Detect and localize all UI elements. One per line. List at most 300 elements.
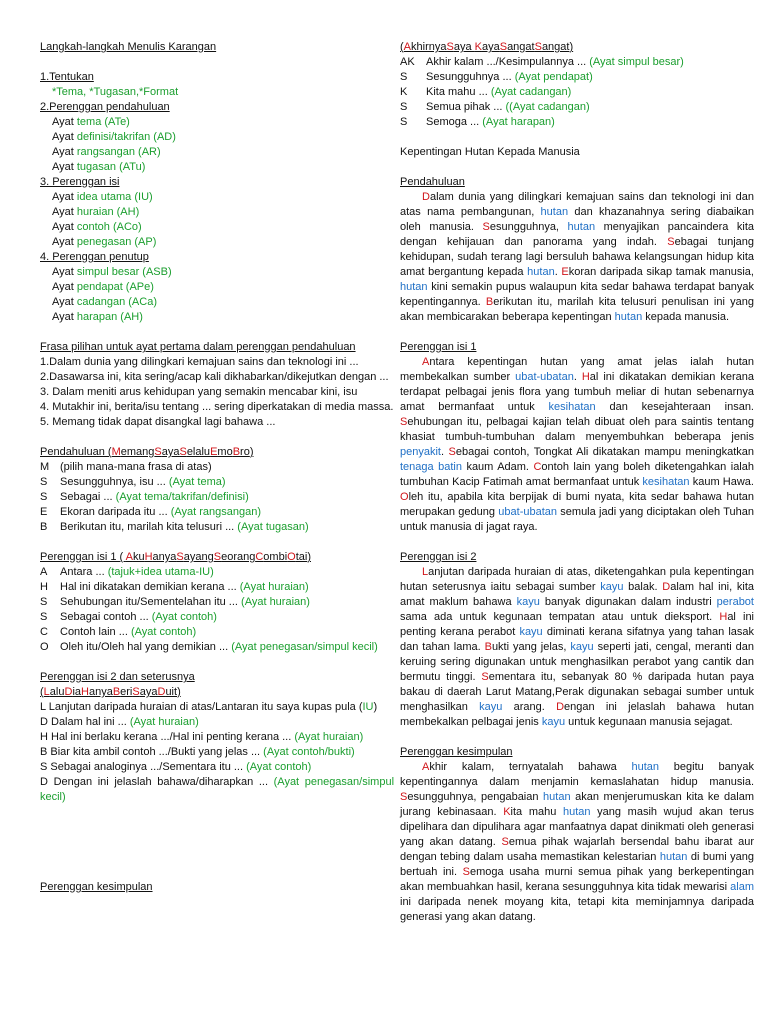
akhir-line xyxy=(400,85,754,100)
mnemonic-letter: S xyxy=(132,686,140,698)
body-text: dan khazanahnya sering diabaikan oleh manusia. xyxy=(400,206,755,233)
body-text: menyajikan pancaindera kita dengan kehijauan dan panorama yang indah. xyxy=(400,221,755,248)
pendahuluan-heading xyxy=(40,445,394,460)
step3-item xyxy=(52,190,394,205)
ayat-type: rangsangan (AR) xyxy=(76,146,161,158)
mnemonic-text: alu xyxy=(49,686,65,698)
ayat-label: Ayat xyxy=(52,296,77,308)
akhir-line xyxy=(400,55,754,70)
sentence-initial: A xyxy=(422,761,430,773)
pendahuluan-line xyxy=(40,505,394,520)
ayat-type: harapan (AH) xyxy=(76,311,143,323)
body-text: ontoh lain yang boleh diketengahkan ialah tumbuhan Kacip Fatimah amat bermanfaat untuk xyxy=(400,461,754,488)
ayat-label: Ayat xyxy=(52,146,77,158)
line-text: Sesungguhnya ... xyxy=(426,71,515,83)
akhir-line xyxy=(400,70,754,85)
body-text: kaum Hawa. xyxy=(689,476,754,488)
ayat-label: Ayat xyxy=(52,236,77,248)
ayat-type: (Ayat huraian) xyxy=(239,581,309,593)
mnemonic-text: angat xyxy=(541,41,570,53)
line-text: Hal ini dikatakan demikian kerana ... xyxy=(60,581,240,593)
mnemonic-text: ) xyxy=(569,41,574,53)
isi2-line xyxy=(40,730,394,745)
isi2-mnemonic xyxy=(40,685,394,700)
sentence-initial: S xyxy=(448,446,456,458)
sentence-initial: A xyxy=(422,356,430,368)
sentence-initial: O xyxy=(400,491,409,503)
sentence-initial: S xyxy=(462,866,471,878)
ayat-type: IU xyxy=(362,701,374,713)
body-text: ukti yang jelas, xyxy=(491,641,571,653)
ayat-type: tugasan (ATu) xyxy=(76,161,146,173)
right-column xyxy=(400,0,754,925)
mnemonic-letter: D xyxy=(157,686,166,698)
mnemonic-letter: S xyxy=(154,446,162,458)
frasa-list xyxy=(40,355,394,430)
line-text: Akhir kalam .../Kesimpulannya ... xyxy=(426,56,590,68)
sentence-initial: H xyxy=(581,371,590,383)
keyword: kayu xyxy=(516,596,540,608)
ayat-type: cadangan (ACa) xyxy=(76,296,157,308)
body-text: . xyxy=(440,446,449,458)
ayat-type: idea utama (IU) xyxy=(76,191,153,203)
mnemonic-letter: S xyxy=(213,551,222,563)
line-text: Ekoran daripada itu ... xyxy=(60,506,171,518)
sentence-initial: S xyxy=(400,416,408,428)
mnemonic-letter: A xyxy=(403,41,412,53)
body-text: kini semakin pupus walaupun kita sedar bahawa terdapat banyak kepentingannya. xyxy=(400,281,754,308)
isi1-heading xyxy=(40,550,394,565)
ayat-type: (Ayat penegasan/simpul kecil) xyxy=(40,776,395,803)
frasa-heading: Frasa pilihan untuk ayat pertama dalam perenggan pendahuluan xyxy=(40,341,356,353)
keyword: alam xyxy=(730,881,754,893)
line-text: Berikutan itu, marilah kita telusuri ... xyxy=(60,521,238,533)
letter-key: S xyxy=(40,476,48,488)
mnemonic-text: ombi xyxy=(263,551,288,563)
sentence-initial: E xyxy=(561,266,569,278)
isi2-line xyxy=(40,775,394,805)
step2-item xyxy=(52,130,394,145)
letter-key: AK xyxy=(400,56,415,68)
keyword: hutan xyxy=(567,221,596,233)
ayat-type: (Ayat rangsangan) xyxy=(170,506,261,518)
ayat-label: Ayat xyxy=(52,221,77,233)
letter-key: C xyxy=(40,626,48,638)
isi1-line xyxy=(40,625,394,640)
line-text: Sebagai analoginya .../Sementara itu ... xyxy=(50,761,247,773)
akhir-line xyxy=(400,115,754,130)
step4-item xyxy=(52,265,394,280)
pendahuluan-line xyxy=(40,490,394,505)
step2-item xyxy=(52,115,394,130)
body-text: . xyxy=(573,371,582,383)
ayat-type: (Ayat huraian) xyxy=(129,716,199,728)
ayat-type: ((Ayat cadangan) xyxy=(505,101,590,113)
sentence-initial: D xyxy=(556,701,565,713)
line-text: Sebagai ... xyxy=(60,491,116,503)
keyword: hutan xyxy=(631,761,660,773)
isi1-essay-body xyxy=(400,355,754,535)
body-text: koran daripada sikap tamak manusia, xyxy=(568,266,754,278)
body-text: yang masih wujud akan terus dipelihara dan dipulihara agar manfaatnya dapat dinikmati oleh generasi yang akan datang. xyxy=(400,806,755,848)
ayat-type: simpul besar (ASB) xyxy=(76,266,172,278)
isi2-line xyxy=(40,715,394,730)
ayat-type: (Ayat contoh/bukti) xyxy=(263,746,355,758)
ayat-type: (Ayat huraian) xyxy=(241,596,310,608)
keyword: penyakit xyxy=(400,446,441,458)
sentence-initial: B xyxy=(485,296,494,308)
body-text: banyak digunakan dalam industri xyxy=(539,596,717,608)
mnemonic-text: ) xyxy=(177,686,181,698)
step4-item xyxy=(52,280,394,295)
ayat-label: Ayat xyxy=(52,131,77,143)
body-text: ebagai contoh, Tongkat Ali dikatakan mampu meningkatkan xyxy=(455,446,754,458)
mnemonic-letter: S xyxy=(534,41,542,53)
letter-key: B xyxy=(40,521,48,533)
pendahuluan-line xyxy=(40,460,394,475)
isi1-line xyxy=(40,610,394,625)
isi1-line xyxy=(40,640,394,655)
pendahuluan-essay-heading: Pendahuluan xyxy=(400,176,465,188)
ayat-type: definisi/takrifan (AD) xyxy=(76,131,176,143)
ayat-type: (Ayat contoh) xyxy=(130,626,197,638)
line-text: Biar kita ambil contoh .../Bukti yang jelas ... xyxy=(50,746,264,758)
isi2-essay-heading: Perenggan isi 2 xyxy=(400,551,477,563)
keyword: kayu xyxy=(570,641,594,653)
ayat-type: huraian (AH) xyxy=(76,206,140,218)
ayat-type: (Ayat harapan) xyxy=(482,116,555,128)
isi1-essay-heading: Perenggan isi 1 xyxy=(400,341,477,353)
mnemonic-letter: D xyxy=(64,686,73,698)
step3-item xyxy=(52,235,394,250)
mnemonic-text: elalu xyxy=(186,446,211,458)
akhir-mnemonic xyxy=(400,40,754,55)
keyword: hutan xyxy=(562,806,591,818)
line-text: ) xyxy=(373,701,378,713)
keyword: hutan xyxy=(659,851,688,863)
keyword: hutan xyxy=(527,266,555,278)
step2-heading: 2.Perenggan pendahuluan xyxy=(40,101,170,113)
mnemonic-letter: S xyxy=(499,41,508,53)
mnemonic-text: ku xyxy=(132,551,145,563)
isi1-line xyxy=(40,565,394,580)
body-text: ebagai tunjang kehidupan, sudah terang lagi bersuluh bahawa kelangsungan hidup kita amat bergantung kepada xyxy=(400,236,754,278)
mnemonic-text: angat xyxy=(507,41,535,53)
letter-key: S xyxy=(400,71,408,83)
mnemonic-text: ) xyxy=(307,551,311,563)
body-text: balak. xyxy=(623,581,663,593)
mnemonic-text: mo xyxy=(217,446,233,458)
letter-key: D xyxy=(40,776,54,788)
ayat-label: Ayat xyxy=(52,206,77,218)
body-text: diminati kerana sifatnya yang tahan lasak dan tahan lama. xyxy=(400,626,754,653)
step3-item xyxy=(52,220,394,235)
body-text: erikutan itu, marilah kita telusuri penulisan ini yang akan membicarakan beberapa kepentingan xyxy=(400,296,754,323)
keyword: ubat-ubatan xyxy=(498,506,558,518)
step1-heading: 1.Tentukan xyxy=(40,71,94,83)
mnemonic-text: khirnya xyxy=(411,41,447,53)
step3-item xyxy=(52,205,394,220)
isi1-line xyxy=(40,595,394,610)
body-text: dan kesejahteraan insan. xyxy=(595,401,754,413)
pendahuluan-essay-body xyxy=(400,190,754,325)
letter-key: M xyxy=(40,461,50,473)
body-text: alam dunia yang dilingkari kemajuan sains dan teknologi ini dan atas nama pembangunan, xyxy=(400,191,754,218)
mnemonic-text: eorang xyxy=(221,551,256,563)
step2-list xyxy=(40,115,394,175)
mnemonic-text: Pendahuluan ( xyxy=(40,446,112,458)
ayat-label: Ayat xyxy=(52,266,77,278)
ayat-type: (Ayat penegasan/simpul kecil) xyxy=(231,641,378,653)
isi2-line xyxy=(40,745,394,760)
body-text: ini daripada nenek moyang kita, tetapi kita meminjamnya daripada generasi yang akan datang. xyxy=(400,896,754,923)
body-text: seperti jati, cengal, meranti dan keruing sering digunakan untuk menghasilkan perabot yang cantik dan bermutu tinggi. xyxy=(400,641,754,683)
sentence-initial: S xyxy=(481,671,489,683)
mnemonic-letter: C xyxy=(255,551,264,563)
mnemonic-letter: M xyxy=(111,446,121,458)
sentence-initial: S xyxy=(667,236,675,248)
mnemonic-text: ( xyxy=(40,686,44,698)
body-text: esungguhnya, xyxy=(489,221,568,233)
mnemonic-text: aya xyxy=(161,446,180,458)
sentence-initial: B xyxy=(484,641,492,653)
ayat-type: contoh (ACo) xyxy=(76,221,142,233)
line-text: Dalam hal ini ... xyxy=(51,716,130,728)
step4-heading: 4. Perenggan penutup xyxy=(40,251,149,263)
mnemonic-letter: A xyxy=(125,551,133,563)
mnemonic-letter: B xyxy=(232,446,241,458)
line-text: Contoh lain ... xyxy=(60,626,131,638)
body-text: ita mahu xyxy=(510,806,563,818)
body-text: alam hal ini, kita amat maklum bahawa xyxy=(400,581,755,608)
body-text: kaum Adam. xyxy=(461,461,534,473)
letter-key: S xyxy=(400,116,408,128)
mnemonic-text: ) xyxy=(249,446,254,458)
doc-title: Langkah-langkah Menulis Karangan xyxy=(40,41,217,53)
line-text: Oleh itu/Oleh hal yang demikian ... xyxy=(60,641,232,653)
isi2-heading: Perenggan isi 2 dan seterusnya xyxy=(40,671,195,683)
keyword: perabot xyxy=(716,596,754,608)
ayat-type: tema (ATe) xyxy=(76,116,130,128)
mnemonic-text: aya xyxy=(139,686,158,698)
letter-key: H xyxy=(40,581,48,593)
sentence-initial: H xyxy=(719,611,728,623)
ayat-type: (Ayat contoh) xyxy=(246,761,312,773)
mnemonic-text: uit xyxy=(165,686,178,698)
mnemonic-letter: O xyxy=(287,551,296,563)
line-text: (pilih mana-mana frasa di atas) xyxy=(60,461,212,473)
mnemonic-letter: H xyxy=(81,686,89,698)
sentence-initial: D xyxy=(662,581,671,593)
keyword: kayu xyxy=(541,716,566,728)
body-text: ementara itu, sebanyak 80 % daripada hutan paya bakau di daerah Larut Matang,Perak digunakan sebagai sumber untuk menghasilkan xyxy=(400,671,754,713)
body-text: begitu banyak kepentingannya dalam menjamin kemaslahatan hidup manusia. xyxy=(400,761,754,788)
ayat-label: Ayat xyxy=(52,311,77,323)
ayat-type: penegasan (AP) xyxy=(76,236,157,248)
step3-heading: 3. Perenggan isi xyxy=(40,176,120,188)
step2-item xyxy=(52,145,394,160)
line-text: Kita mahu ... xyxy=(426,86,491,98)
mnemonic-text: ia xyxy=(72,686,81,698)
mnemonic-letter: S xyxy=(176,551,184,563)
letter-key: S xyxy=(40,491,48,503)
sentence-initial: S xyxy=(400,791,408,803)
line-text: Sesungguhnya, isu ... xyxy=(60,476,169,488)
sentence-initial: L xyxy=(422,566,429,578)
ayat-label: Ayat xyxy=(52,191,77,203)
mnemonic-letter: H xyxy=(144,551,153,563)
letter-key: S xyxy=(400,101,408,113)
mnemonic-text: Perenggan isi 1 ( xyxy=(40,551,126,563)
step2-item xyxy=(52,160,394,175)
body-text: arang. xyxy=(502,701,557,713)
letter-key: A xyxy=(40,566,48,578)
step4-item xyxy=(52,295,394,310)
body-text: anjutan daripada huraian di atas, diketengahkan pula kepentingan hutan seterusnya iaitu sebagai sumber xyxy=(400,566,754,593)
keyword: tenaga batin xyxy=(400,461,462,473)
mnemonic-letter: K xyxy=(474,41,482,53)
step3-list xyxy=(40,190,394,250)
mnemonic-text: ayang xyxy=(183,551,214,563)
akhir-list xyxy=(400,55,754,130)
line-text: Antara ... xyxy=(60,566,108,578)
mnemonic-text: ( xyxy=(400,41,404,53)
isi1-list xyxy=(40,565,394,655)
sentence-initial: S xyxy=(501,836,509,848)
line-text: Semua pihak ... xyxy=(426,101,506,113)
frasa-item: 1.Dalam dunia yang dilingkari kemajuan sains dan teknologi ini ... xyxy=(40,356,359,368)
mnemonic-text: aya xyxy=(481,41,500,53)
mnemonic-text: ro xyxy=(240,446,250,458)
keyword: ubat-ubatan xyxy=(515,371,574,383)
line-text: Semoga ... xyxy=(426,116,483,128)
mnemonic-text: emang xyxy=(120,446,155,458)
ayat-type: (tajuk+idea utama-IU) xyxy=(107,566,214,578)
letter-key: S xyxy=(40,761,51,773)
body-text: kepada manusia. xyxy=(642,311,730,323)
isi2-essay-body xyxy=(400,565,754,730)
isi2-line xyxy=(40,760,394,775)
keyword: kayu xyxy=(479,701,503,713)
keyword: hutan xyxy=(540,206,569,218)
body-text: khir kalam, ternyatalah bahawa xyxy=(429,761,632,773)
frasa-item: 3. Dalam meniti arus kehidupan yang semakin mencabar kini, isu xyxy=(40,386,358,398)
line-text: Sehubungan itu/Sementelahan itu ... xyxy=(60,596,242,608)
akhir-line xyxy=(400,100,754,115)
sentence-initial: D xyxy=(422,191,430,203)
ayat-label: Ayat xyxy=(52,161,77,173)
letter-key: O xyxy=(40,641,49,653)
mnemonic-letter: E xyxy=(210,446,218,458)
ayat-type: pendapat (APe) xyxy=(76,281,154,293)
body-text: . xyxy=(554,266,562,278)
body-text: engan ini jelaslah bahawa hutan membekalkan pelbagai jenis xyxy=(400,701,754,728)
frasa-item: 5. Memang tidak dapat disangkal lagi bahawa ... xyxy=(40,416,276,428)
ayat-type: (Ayat tema/takrifan/definisi) xyxy=(115,491,249,503)
body-text: emoga usaha murni semua pihak yang berkepentingan akan membuahkan hasil, kerana sesungguhnya kita tidak mewarisi xyxy=(400,866,755,893)
pendahuluan-line xyxy=(40,520,394,535)
frasa-item: 4. Mutakhir ini, berita/isu tentang ... sering diperkatakan di media massa. xyxy=(40,401,394,413)
ayat-type: (Ayat tema) xyxy=(168,476,226,488)
step1-line: *Tema, *Tugasan,*Format xyxy=(52,86,179,98)
letter-key: B xyxy=(40,746,51,758)
letter-key: K xyxy=(400,86,408,98)
body-text: ntara kepentingan hutan yang amat jelas ialah hutan membekalkan sumber xyxy=(400,356,754,383)
kesimpulan-heading-left: Perenggan kesimpulan xyxy=(40,881,153,893)
letter-key: L xyxy=(40,701,49,713)
isi1-line xyxy=(40,580,394,595)
keyword: hutan xyxy=(614,311,643,323)
line-text: Dengan ini jelaslah bahawa/diharapkan ... xyxy=(53,776,274,788)
sentence-initial: K xyxy=(503,806,511,818)
line-text: Lanjutan daripada huraian di atas/Lantaran itu saya kupas pula ( xyxy=(48,701,363,713)
body-text: ehubungan itu, pelbagai kajian telah dibuat oleh para saintis tentang khasiat tumbuh-tumbuhan dalam menyembuhkan beberapa jenis xyxy=(400,416,754,443)
ayat-type: (Ayat huraian) xyxy=(294,731,364,743)
letter-key: D xyxy=(40,716,51,728)
letter-key: S xyxy=(40,596,48,608)
ayat-type: (Ayat tugasan) xyxy=(237,521,309,533)
essay-title: Kepentingan Hutan Kepada Manusia xyxy=(400,146,580,158)
letter-key: H xyxy=(40,731,51,743)
mnemonic-text: aya xyxy=(453,41,475,53)
body-text: untuk kegunaan manusia sejagat. xyxy=(565,716,733,728)
keyword: kayu xyxy=(600,581,624,593)
line-text: Sebagai contoh ... xyxy=(60,611,152,623)
ayat-type: (Ayat cadangan) xyxy=(490,86,572,98)
keyword: hutan xyxy=(543,791,571,803)
line-text: Hal ini berlaku kerana .../Hal ini penting kerana ... xyxy=(51,731,295,743)
mnemonic-letter: S xyxy=(179,446,187,458)
body-text: di bumi yang bertuah ini. xyxy=(400,851,754,878)
letter-key: S xyxy=(40,611,48,623)
left-column xyxy=(40,0,394,895)
mnemonic-text: tai xyxy=(295,551,308,563)
body-text: akan menjerumuskan kita ke dalam jurang kebinasaan. xyxy=(400,791,755,818)
body-text: esungguhnya, pengabaian xyxy=(407,791,544,803)
body-text: semula jadi yang diciptakan oleh Tuhan untuk manusia di jagat raya. xyxy=(400,506,755,533)
step4-list xyxy=(40,265,394,325)
ayat-type: (Ayat pendapat) xyxy=(514,71,593,83)
pendahuluan-line xyxy=(40,475,394,490)
keyword: kesihatan xyxy=(642,476,690,488)
kesimpulan-essay-body xyxy=(400,760,754,925)
sentence-initial: S xyxy=(482,221,490,233)
step4-item xyxy=(52,310,394,325)
pendahuluan-list xyxy=(40,460,394,535)
keyword: kesihatan xyxy=(548,401,596,413)
letter-key: E xyxy=(40,506,48,518)
mnemonic-letter: S xyxy=(446,41,454,53)
body-text: emua pihak wajarlah bersendal bahu ibarat aur dengan tebing dalam usaha memastikan kelestarian xyxy=(400,836,754,863)
mnemonic-letter: L xyxy=(43,686,50,698)
mnemonic-text: anya xyxy=(152,551,177,563)
kesimpulan-essay-heading: Perenggan kesimpulan xyxy=(400,746,513,758)
isi2-line xyxy=(40,700,394,715)
ayat-label: Ayat xyxy=(52,281,77,293)
body-text: al ini dikatakan demikian kerana terdapat pelbagai jenis flora yang tumbuh meliar di hutan sebenarnya amat bermanfaat untuk xyxy=(400,371,754,413)
mnemonic-text: eri xyxy=(120,686,133,698)
ayat-label: Ayat xyxy=(52,116,77,128)
keyword: kayu xyxy=(519,626,543,638)
isi2-list xyxy=(40,700,394,805)
keyword: hutan xyxy=(400,281,428,293)
ayat-type: (Ayat simpul besar) xyxy=(589,56,684,68)
body-text: sama ada untuk kegunaan tempatan atau untuk dieksport. xyxy=(400,611,720,623)
ayat-type: (Ayat contoh) xyxy=(151,611,217,623)
frasa-item: 2.Dasawarsa ini, kita sering/acap kali dikhabarkan/dikejutkan dengan ... xyxy=(40,371,389,383)
body-text: leh itu, apabila kita berpijak di bumi nyata, kita sedar bahawa hutan merupakan gedung xyxy=(400,491,754,518)
mnemonic-text: anya xyxy=(88,686,113,698)
